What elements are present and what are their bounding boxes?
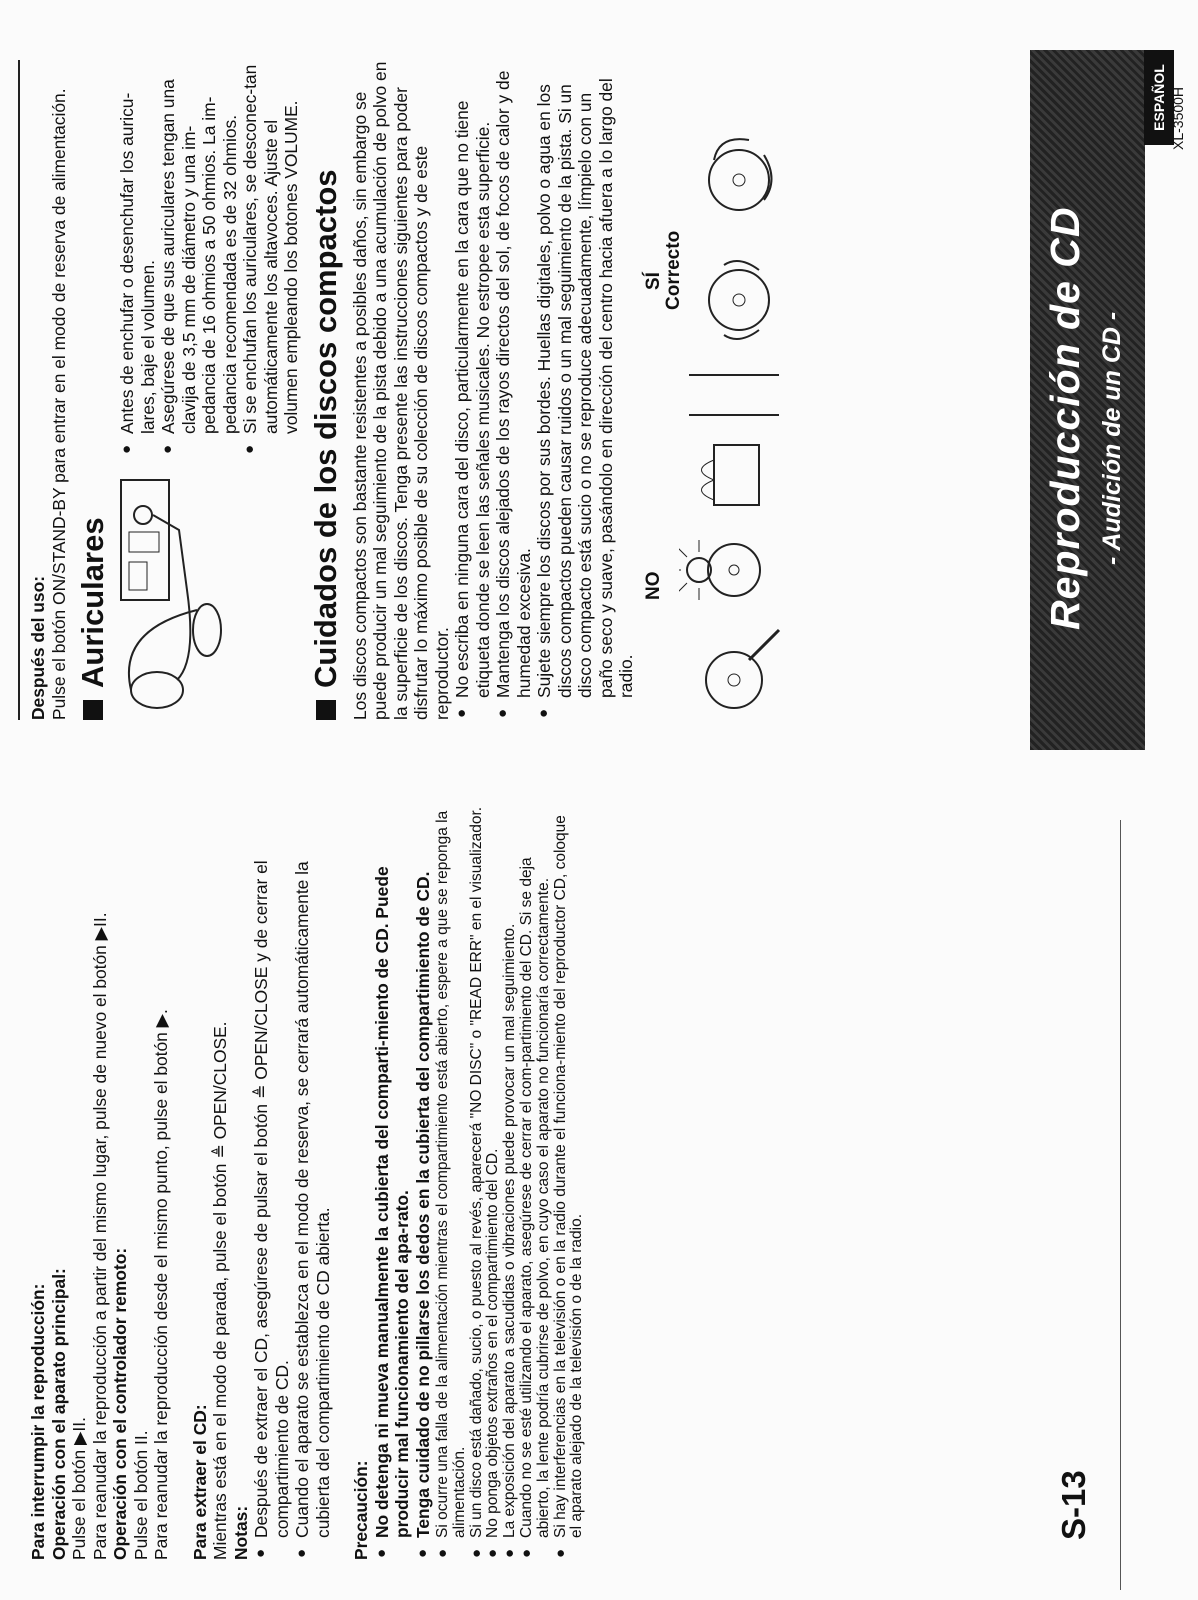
left-column [28, 805, 586, 1560]
top-rule [18, 60, 20, 720]
language-tab: ESPAÑOL [1144, 50, 1174, 145]
banner-title: Reproducción de CD [1042, 206, 1088, 630]
page-number: S-13 [1055, 1470, 1092, 1540]
banner-subtitle: - Audición de un CD - [1098, 311, 1126, 565]
interrumpir-title: Para interrumpir la reproducción: [28, 1283, 48, 1560]
cuidados-item: ● No escriba en ninguna cara del disco, particularmente en la cara que no tiene etiqueta donde se leen las señales musicales. No estropee esta superficie. [452, 60, 493, 720]
cuidados-heading [308, 60, 344, 720]
main-unit-text-1: Pulse el botón ▶II. [69, 1417, 89, 1560]
notas-title: Notas: [230, 1505, 251, 1560]
precaucion-small-item: ● Si un disco está dañado, sucio, o puesto al revés, aparecerá "NO DISC" o "READ ERR" en el visualizador. [469, 805, 486, 1560]
nota-item: ● Cuando el aparato se establezca en el modo de reserva, se cerrará automáticamente la cubierta del compartimiento de CD abierta. [292, 805, 333, 1560]
extraer-title: Para extraer el CD: [189, 1404, 210, 1560]
main-unit-title: Operación con el aparato principal: [48, 1268, 69, 1560]
model-number: XL-3500H [1170, 86, 1186, 150]
precaucion-bold-item: ● No detenga ni mueva manualmente la cubierta del comparti-miento de CD. Puede producir mal funcionamiento del apa-rato. [372, 805, 413, 1560]
section-banner [1030, 50, 1145, 750]
precaucion-small-item: ● Cuando no se esté utilizando el aparato, asegúrese de cerrar el com-partimiento del CD. Si se deja abierto, la lente podría cubrirse de polvo, en cuyo caso el aparato no funcionaría correctamente. [519, 805, 553, 1560]
precaucion-small-list [435, 805, 586, 1560]
square-bullet-icon [316, 700, 336, 720]
cuidados-text: Los discos compactos son bastante resistentes a posibles daños, sin embargo se puede producir un mal seguimiento de la pista debido a una acumulación de polvo en la superficie de los discos. Tenga presente las instrucciones siguientes para poder disfrutar lo máximo posible de su colección de discos compactos y de este reproductor. [349, 61, 452, 720]
precaucion-small-item: ● No ponga objetos extraños en el compartimiento del CD. [485, 805, 502, 1560]
cuidados-title: Cuidados de los discos compactos [307, 169, 343, 688]
fig-correcto-label: Correcto [662, 230, 684, 310]
main-unit-text-2: Para reanudar la reproducción a partir del mismo lugar, pulse de nuevo el botón ▶II. [89, 912, 110, 1560]
disc-handling-drawings-icon [679, 100, 789, 720]
precaucion-bold-list-2 [413, 805, 434, 1560]
despues-text: Pulse el botón ON/STAND-BY para entrar en el modo de reserva de alimentación. [48, 88, 69, 720]
despues-title: Después del uso: [28, 576, 48, 720]
fig-no-label: NO [642, 571, 664, 600]
auriculares-item: ● Antes de enchufar o desenchufar los auricu-lares, baje el volumen. [117, 60, 158, 456]
remote-text-1: Pulse el botón II. [130, 1430, 151, 1560]
cuidados-list [452, 60, 637, 720]
nota-item: ● Después de extraer el CD, asegúrese de pulsar el botón ≜ OPEN/CLOSE y de cerrar el compartimiento de CD. [251, 805, 292, 1560]
cuidados-item: ● Mantenga los discos alejados de los rayos directos del sol, de focos de calor y de humedad excesiva. [493, 60, 534, 720]
fig-si-label: SÍ [642, 272, 664, 290]
notas-list [251, 805, 333, 1560]
precaucion-small-item: ● La exposición del aparato a sacudidas o vibraciones puede provocar un mal seguimiento. [502, 805, 519, 1560]
extraer-text: Mientras está en el modo de parada, pulse el botón ≜ OPEN/CLOSE. [210, 1021, 230, 1560]
precaucion-bold-item: ● Tenga cuidado de no pillarse los dedos en la cubierta del compartimiento de CD. [413, 805, 434, 1560]
remote-text-2: Para reanudar la reproducción desde el mismo punto, pulse el botón ▶. [151, 1009, 171, 1560]
auriculares-heading [75, 60, 111, 720]
remote-title: Operación con el controlador remoto: [110, 1247, 130, 1560]
precaucion-small-item: ● Si ocurre una falla de la alimentación mientras el compartimiento está abierto, espere a que se reponga la alimentación. [435, 805, 469, 1560]
precaucion-bold-list [372, 805, 413, 1560]
auriculares-list [117, 60, 302, 456]
headphones-illustration-icon [117, 470, 227, 720]
square-bullet-icon [83, 700, 103, 720]
right-column [28, 60, 793, 720]
auriculares-item: ● Asegúrese de que sus auriculares tengan una clavija de 3,5 mm de diámetro y una im-pedancia de 16 ohmios a 50 ohmios. La im-pedancia recomendada es de 32 ohmios. [158, 60, 240, 456]
auriculares-item: ● Si se enchufan los auriculares, se desconec-tan automáticamente los altavoces. Ajuste el volumen empleando los botones VOLUME. [240, 60, 302, 456]
cuidados-item: ● Sujete siempre los discos por sus bordes. Huellas digitales, polvo o agua en los discos compactos pueden causar ruidos o un mal seguimiento de la pista. Si un disco compacto está sucio o no se reproduce adecuadamente, límpielo con un paño seco y suave, pasándolo en dirección del centro hacia afuera a lo largo del radio. [534, 60, 637, 720]
precaucion-small-item: ● Si hay interferencias en la televisión o en la radio durante el funciona-miento del reproductor CD, coloque el aparato alejado de la televisión o de la radio. [553, 805, 587, 1560]
auriculares-title: Auriculares [75, 517, 110, 688]
bottom-rule [1120, 820, 1121, 1590]
precaucion-title: Precaución: [351, 1460, 371, 1560]
auriculares-block [117, 60, 302, 720]
disc-handling-figure [643, 60, 793, 720]
